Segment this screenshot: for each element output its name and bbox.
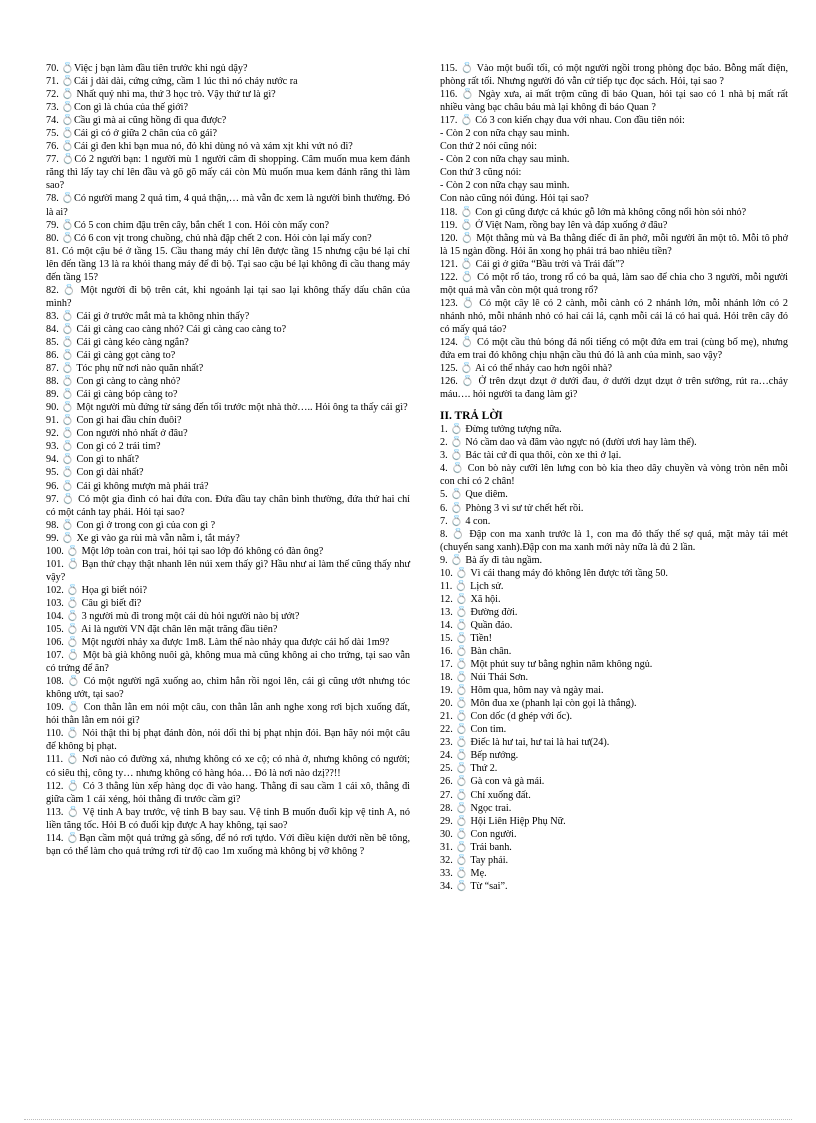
question-item: 76. 💍Cái gì đen khi bạn mua nó, đỏ khi dùng nó và xám xịt khi vứt nó đi? [46, 141, 353, 153]
answer-item: 12. 💍 Xã hội. [440, 593, 501, 605]
questions-column-left [46, 62, 410, 858]
question-item: 86. 💍 Cái gì càng gọt càng to? [46, 350, 176, 362]
question-item: 108. 💍 Có một người ngã xuống ao, chìm hẳn rồi ngoi lên, cái gì cũng ướt nhưng tóc không ướt, tại sao? [46, 676, 410, 701]
question-item: 126. 💍 Ở trên dzụt dzụt ở dưới đau, ở dưới dzụt dzụt ở trên sướng, rút ra…chảy máu…. hỏi người ta đang làm gì? [440, 376, 788, 401]
question-item: 99. 💍 Xe gì vào ga rùi mà vẫn nằm i, tắt máy? [46, 532, 240, 544]
answer-item: 5. 💍 Que diêm. [440, 489, 508, 501]
question-item: 81. Có một cậu bé ở tầng 15. Cầu thang máy chỉ lên được tầng 15 nhưng cậu bé lại chỉ lên đến tầng 13 là ra khỏi thang máy để đi bộ. Tại sao cậu bé lại không đi cầu thang máy đến tầng 15? [46, 245, 410, 283]
question-item: 97. 💍 Có một gia đình có hai đứa con. Đứa đầu tay chân bình thường, đứa thứ hai chỉ có một cánh tay phải. Hỏi tại sao? [46, 493, 410, 518]
questions-answers-column-right [440, 62, 788, 893]
question-item: 74. 💍Cầu gì mà ai cũng hồng đi qua được? [46, 115, 227, 127]
answer-item: 11. 💍 Lịch sử. [440, 580, 504, 592]
question-item: 111. 💍 Nơi nào có đường xá, nhưng không có xe cộ; có nhà ở, nhưng không có người; có siêu thị, công ty… nhưng không có hàng hóa… Đó là nơi nào dzị??!! [46, 754, 410, 779]
question-item: 78. 💍Có người mang 2 quả tim, 4 quả thận,… mà vẫn đc xem là người bình thường. Đó là ai? [46, 193, 410, 218]
question-item: 95. 💍 Con gì dài nhất? [46, 467, 144, 479]
answer-item: 10. 💍 Vì cái thang máy đó không lên được tới tầng 50. [440, 567, 668, 579]
answer-item: 30. 💍 Con người. [440, 828, 517, 840]
answer-item: 15. 💍 Tiền! [440, 632, 493, 644]
question-item: 70. 💍Việc j bạn làm đầu tiên trước khi ngủ dậy? [46, 63, 248, 74]
question-item: 101. 💍 Bạn thử chạy thật nhanh lên núi xem thấy gì? Hầu như ai làm thế cũng thấy như vậy? [46, 558, 410, 583]
question-item: - Còn 2 con nữa chạy sau mình. [440, 154, 570, 166]
question-item: 93. 💍 Con gì có 2 trái tim? [46, 441, 161, 453]
question-item: 103. 💍 Câu gì biết đi? [46, 597, 142, 609]
question-item: 124. 💍 Có một cầu thủ bóng đá nổi tiếng có một đứa em trai (cùng bố mẹ), nhưng đứa em trai đó không chịu nhận cầu thủ đó là anh của mình, sao vậy? [440, 336, 788, 362]
answer-item: 4. 💍 Con bò này cưỡi lên lưng con bò kia theo dây chuyền và vòng tròn nên mỗi con chỉ có 2 chân! [440, 463, 788, 488]
question-item: 92. 💍 Con người nhỏ nhất ở đâu? [46, 428, 188, 440]
question-item: 75. 💍Cái gì có ở giữa 2 chân của cô gái? [46, 128, 217, 140]
answer-item: 32. 💍 Tay phải. [440, 854, 509, 866]
question-item: 87. 💍 Tóc phụ nữ nơi nào quăn nhất? [46, 363, 204, 375]
question-item: 102. 💍 Họa gì biết nói? [46, 584, 147, 596]
answer-item: 25. 💍 Thứ 2. [440, 763, 498, 775]
question-item: 71. 💍Cái j dài dài, cứng cứng, cầm 1 lúc thì nó chảy nước ra [46, 76, 298, 88]
answers-list [440, 423, 788, 893]
question-item: 119. 💍 Ở Việt Nam, rồng bay lên và đáp xuống ở đâu? [440, 219, 668, 231]
question-item: 100. 💍 Một lớp toàn con trai, hỏi tại sao lớp đó không có đàn ông? [46, 545, 324, 557]
question-item: 107. 💍 Một bà già không nuôi gà, không mua mà cũng không ai cho trứng, tại sao vẫn có trứng để ăn? [46, 650, 410, 675]
answer-item: 26. 💍 Gà con và gà mái. [440, 776, 545, 788]
question-item: 90. 💍 Một người mù đứng từ sáng đến tối trước một nhà thờ….. Hỏi ông ta thấy cái gì? [46, 402, 408, 414]
question-item: 94. 💍 Con gì to nhất? [46, 454, 140, 466]
question-item: 109. 💍 Con thằn lằn em nói một câu, con thằn lằn anh nghe xong rơi bịch xuống đất, hỏi thằn lằn em nói gì? [46, 702, 410, 727]
question-item: 85. 💍 Cái gì càng kéo càng ngắn? [46, 336, 189, 348]
question-item: 96. 💍 Cái gì không mượn mà phải trả? [46, 480, 209, 492]
question-item: 91. 💍 Con gì hai đầu chín đuôi? [46, 415, 182, 427]
question-item: 120. 💍 Một thằng mù và Ba thằng điếc đi ăn phở, mỗi người ăn một tô. Mỗi tô phở là 15 ngàn đồng. Hỏi ăn xong họ phải trả bao nhiêu tiền? [440, 232, 788, 257]
question-item: 79. 💍Có 5 con chim đậu trên cây, bắn chết 1 con. Hỏi còn mấy con? [46, 219, 330, 231]
question-item: 80. 💍Có 6 con vịt trong chuồng, chủ nhà đập chết 2 con. Hỏi còn lại mấy con? [46, 232, 372, 244]
question-item: Con nào cũng nói đúng. Hỏi tại sao? [440, 193, 589, 205]
answer-item: 8. 💍 Đập con ma xanh trước là 1, con ma đỏ thấy thế sợ quá, mặt mày tái mét (chuyển sang xanh).Đập con ma xanh mới này nữa là đủ 2 lần. [440, 528, 788, 553]
answer-item: 19. 💍 Hôm qua, hôm nay và ngày mai. [440, 685, 604, 697]
answer-item: 27. 💍 Chỉ xuống đất. [440, 789, 531, 801]
answer-item: 23. 💍 Điếc là hư tai, hư tai là hai tư(24). [440, 737, 610, 749]
question-item: Con thứ 2 nói cũng nói: [440, 141, 537, 153]
question-item: - Còn 2 con nữa chạy sau mình. [440, 128, 570, 140]
question-item: 89. 💍 Cái gì càng bóp càng to? [46, 389, 178, 401]
question-item: 88. 💍 Con gì càng to càng nhỏ? [46, 376, 181, 388]
question-item: 83. 💍 Cái gì ở trước mắt mà ta không nhìn thấy? [46, 310, 250, 322]
answer-item: 16. 💍 Bàn chân. [440, 646, 512, 658]
answer-item: 6. 💍 Phòng 3 vì sư tử chết hết rồi. [440, 502, 584, 514]
question-item: 104. 💍 3 người mù đi trong một cái dù hỏi người nào bị ướt? [46, 610, 300, 622]
question-item: 113. 💍 Vệ tinh A bay trước, vệ tinh B bay sau. Vệ tinh B muốn đuổi kịp vệ tinh A, nó liền tăng tốc. Hỏi B có đuổi kịp được A hay không, tại sao? [46, 806, 410, 831]
answers-heading: II. TRẢ LỜI [440, 410, 503, 423]
answer-item: 31. 💍 Trái banh. [440, 841, 512, 853]
answer-item: 14. 💍 Quần đảo. [440, 619, 513, 631]
answer-item: 29. 💍 Hội Liên Hiệp Phụ Nữ. [440, 815, 566, 827]
answer-item: 7. 💍 4 con. [440, 515, 491, 527]
question-item: 110. 💍 Nói thật thì bị phạt đánh đòn, nói dối thì bị phạt nhịn đói. Bạn hãy nói một câu để không bị phạt. [46, 728, 410, 753]
questions-list-right [440, 62, 788, 401]
question-item: 82. 💍 Một người đi bộ trên cát, khi ngoảnh lại tại sao lại không thấy dấu chân của mình? [46, 284, 410, 309]
page-bottom-divider [24, 1119, 792, 1120]
question-item: 125. 💍 Ai có thể nhảy cao hơn ngôi nhà? [440, 363, 612, 375]
question-item: 73. 💍Con gì là chúa của thế giới? [46, 102, 188, 114]
answer-item: 13. 💍 Đường đời. [440, 606, 518, 618]
question-item: 112. 💍 Có 3 thằng lùn xếp hàng dọc đi vào hang. Thằng đi sau cầm 1 cái xô, thằng đi giữa cầm 1 cái xẻng, hỏi thằng đi trước cầm gì? [46, 780, 410, 805]
answer-item: 2. 💍 Nó cầm dao và đâm vào ngực nó (đười ươi hay làm thế). [440, 437, 697, 449]
answer-item: 20. 💍 Môn đua xe (phanh lại còn gọi là thắng). [440, 698, 637, 710]
question-item: 77. 💍Có 2 người bạn: 1 người mù 1 người câm đi shopping. Câm muốn mua kem đánh răng thì lấy tay chỉ lên đầu và gõ gõ mấy cái còn Mù muốn mua kem đánh răng thì làm sao? [46, 154, 410, 192]
question-item: 72. 💍 Nhất quỷ nhì ma, thứ 3 học trò. Vậy thứ tư là gì? [46, 89, 276, 101]
answer-item: 22. 💍 Con tim. [440, 724, 507, 736]
question-item: 115. 💍 Vào một buổi tối, có một người ngồi trong phòng đọc báo. Bỗng mất điện, phòng rất tối. Nhưng người đó vẫn cứ tiếp tục đọc sách. Hỏi, tại sao ? [440, 63, 788, 88]
question-item: 117. 💍 Có 3 con kiến chạy đua với nhau. Con đầu tiên nói: [440, 115, 685, 127]
answer-item: 33. 💍 Mẹ. [440, 867, 487, 879]
answer-item: 17. 💍 Một phút suy tư bằng nghìn năm không ngủ. [440, 659, 653, 671]
question-item: Con thứ 3 cũng nói: [440, 167, 522, 179]
answer-item: 21. 💍 Con dốc (d ghép với ốc). [440, 711, 573, 723]
question-item: 114. 💍Bạn cầm một quả trứng gà sống, để nó rơi tựdo. Với điều kiện dưới nền bê tông, bạn có thể làm cho quả trứng rơi từ độ cao 1m xuống mà không bị vỡ không ? [46, 832, 410, 857]
answer-item: 18. 💍 Núi Thái Sơn. [440, 672, 529, 684]
question-item: 105. 💍 Ai là người VN đặt chân lên mặt trăng đầu tiên? [46, 624, 278, 636]
answer-item: 9. 💍 Bà ấy đi tàu ngầm. [440, 554, 543, 566]
question-item: 106. 💍 Một người nhảy xa được 1m8. Làm thế nào nhảy qua được cái hố dài 1m9? [46, 637, 390, 649]
question-item: 121. 💍 Cái gì ở giữa “Bầu trời và Trái đất”? [440, 258, 625, 270]
answer-item: 34. 💍 Từ “sai”. [440, 880, 508, 892]
answer-item: 24. 💍 Bếp nướng. [440, 750, 519, 762]
answer-item: 1. 💍 Đừng tưởng tượng nữa. [440, 424, 562, 436]
answer-item: 28. 💍 Ngọc trai. [440, 802, 512, 814]
question-item: 98. 💍 Con gì ở trong con gì của con gì ? [46, 519, 216, 531]
question-item: 122. 💍 Có một rổ táo, trong rổ có ba quả, làm sao để chia cho 3 người, mỗi người một quả mà vẫn còn một quả trong rổ? [440, 271, 788, 296]
question-item: 123. 💍 Có một cây lê có 2 cành, mỗi cành có 2 nhánh lớn, mỗi nhánh lớn có 2 nhánh nhỏ, mỗi nhánh nhỏ có hai cái lá, cạnh mỗi cái lá có hai quả. Hỏi trên cây đó có mấy quả táo? [440, 297, 788, 335]
answer-item: 3. 💍 Bác tài cứ đi qua thôi, còn xe thì ở lại. [440, 450, 622, 462]
question-item: 116. 💍 Ngày xưa, ai mất trộm cũng đi báo Quan, hỏi tại sao có 1 nhà bị mất rất nhiều vàng bạc châu báu mà lại không đi báo Quan ? [440, 89, 788, 114]
question-item: 118. 💍 Con gì cũng được cả khúc gỗ lớn mà không cõng nổi hòn sỏi nhỏ? [440, 206, 747, 218]
question-item: 84. 💍 Cái gì càng cao càng nhỏ? Cái gì càng cao càng to? [46, 323, 287, 335]
question-item: - Còn 2 con nữa chạy sau mình. [440, 180, 570, 192]
